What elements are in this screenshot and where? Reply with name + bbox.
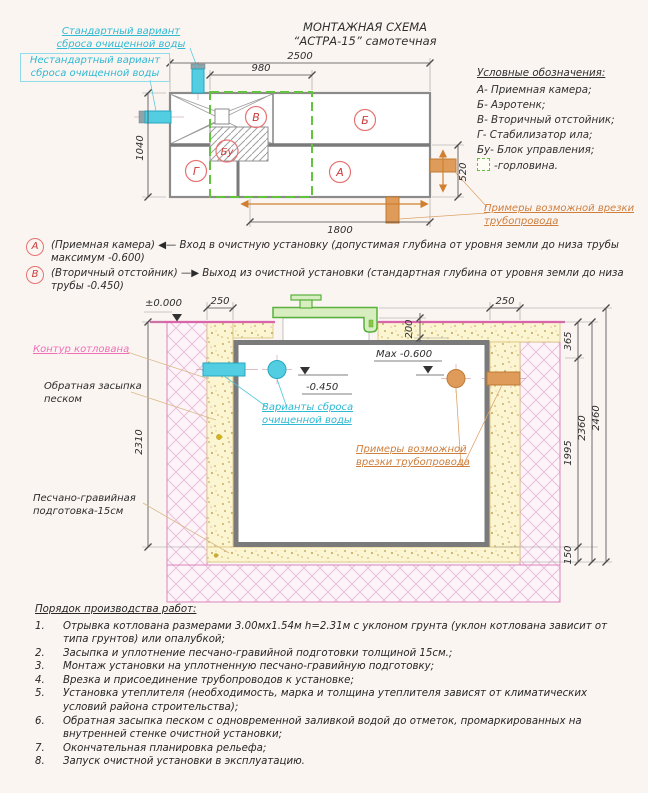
plan-pipe-cap-left	[139, 111, 145, 123]
legend-item-gorlovina	[477, 158, 647, 174]
section-cover-latch	[369, 320, 373, 327]
marker-dot-upper	[216, 434, 221, 439]
item-text: Отрывка котлована размерами 3.00мх1.54м h=2.31м с уклоном грунта (уклон котлована зависит от типа грунтов) или опалубкой;	[63, 620, 608, 646]
list-item	[35, 742, 623, 756]
section-neck	[283, 318, 369, 342]
section-cyan-outlet-circle	[268, 361, 286, 379]
item-number: 8.	[35, 756, 45, 768]
legend-item-v: В- Вторичный отстойник;	[477, 113, 615, 126]
item-number: 4.	[35, 674, 45, 686]
label-plan-pipe-examples: Примеры возможной врезки трубопровода	[484, 203, 635, 227]
label-pit-contour: Контур котлована	[33, 344, 130, 355]
level-zero-text: ±0.000	[145, 298, 183, 309]
item-number: 7.	[35, 742, 45, 754]
callout-a-text: (Приемная камера) ◀— Вход в очистную установку (допустимая глубина от уровня земли до низа трубы максимум -0.600)	[51, 240, 619, 265]
list-item	[35, 687, 623, 714]
page-title	[255, 20, 475, 49]
gorlovina-square-icon	[477, 158, 490, 171]
label-standard-discharge: Стандартный вариант сброса очищенной воды	[56, 26, 186, 50]
plan-nonstandard-outlet-pipe	[145, 111, 171, 123]
section-orange-pipe	[487, 372, 520, 385]
item-number: 2.	[35, 647, 45, 659]
item-text: Обратная засыпка песком с одновременной заливкой водой до отметок, промаркированных на внутренней стенке очистной установки;	[63, 715, 582, 741]
level-max0600-text: Max -0.600	[376, 349, 433, 360]
gorlovina-label: -горловина.	[494, 159, 558, 172]
plan-view	[134, 48, 487, 236]
label-nonstandard-discharge: Нестандартный вариант сброса очищенной воды	[20, 53, 170, 82]
dim-1040: 1040	[135, 135, 146, 161]
plan-center-shaft	[215, 109, 229, 124]
marker-a: А	[336, 166, 344, 179]
legend-item-b: Б- Аэротенк;	[477, 98, 546, 111]
item-text: Установка утеплителя (необходимость, марка и толщина утеплителя зависят от климатических условий района строительства);	[63, 688, 587, 713]
callout-b-marker: В	[26, 266, 44, 284]
dim-150: 150	[563, 545, 574, 565]
dim-250-right: 250	[495, 296, 515, 307]
dim-2460: 2460	[591, 405, 602, 431]
item-text: Окончательная планировка рельефа;	[63, 742, 267, 754]
marker-bu: Бу	[220, 147, 234, 158]
section-cyan-pipe	[203, 363, 245, 376]
callout-a-marker: А	[26, 238, 44, 256]
work-order-list	[35, 603, 623, 769]
legend-item-a: А- Приемная камера;	[477, 83, 592, 96]
plan-pipe-cap-top	[191, 64, 205, 69]
callout-b	[26, 267, 634, 294]
plan-inlet-pipe-bottom	[386, 197, 399, 223]
list-item	[35, 755, 623, 769]
list-item	[35, 647, 623, 661]
list-item	[35, 715, 623, 742]
marker-v: В	[252, 111, 260, 124]
item-number: 5.	[35, 688, 45, 700]
legend-heading: Условные обозначения:	[477, 67, 606, 79]
dim-1995: 1995	[563, 440, 574, 466]
dim-2500: 2500	[287, 51, 313, 62]
legend	[477, 66, 647, 173]
dim-2360: 2360	[577, 415, 588, 441]
list-item	[35, 660, 623, 674]
item-number: 3.	[35, 661, 45, 673]
dim-980: 980	[251, 63, 271, 74]
dim-1800: 1800	[327, 225, 353, 236]
item-text: Монтаж установки на уплотненную песчано-гравийную подготовку;	[63, 661, 435, 673]
label-sand-backfill: Обратная засыпка песком	[44, 381, 142, 405]
dim-250-left: 250	[210, 296, 230, 307]
plan-standard-outlet-pipe	[192, 69, 204, 93]
label-discharge-variants: Варианты сброса очищенной воды	[262, 402, 354, 426]
list-item	[35, 620, 623, 647]
callout-b-text: (Вторичный отстойник) —▶ Выход из очистной установки (стандартная глубина от уровня земли до низа трубы -0.450)	[51, 268, 624, 293]
dim-2310: 2310	[134, 429, 145, 455]
item-text: Запуск очистной установки в эксплуатацию.	[63, 756, 305, 768]
section-vent-stem	[300, 300, 312, 308]
section-vent-cap	[291, 295, 321, 300]
dim-520: 520	[458, 162, 469, 182]
title-line1: МОНТАЖНАЯ СХЕМА	[302, 20, 428, 34]
legend-item-g: Г- Стабилизатор ила;	[477, 128, 593, 141]
item-number: 1.	[35, 620, 45, 632]
label-sand-gravel-prep: Песчано-гравийная подготовка-15см	[33, 493, 136, 517]
dim-200: 200	[404, 319, 415, 339]
callout-a	[26, 239, 634, 266]
marker-dot-lower	[214, 553, 218, 557]
dim-365: 365	[563, 331, 574, 351]
item-number: 6.	[35, 715, 45, 727]
level-0450-text: -0.450	[306, 382, 339, 393]
work-order-heading: Порядок производства работ:	[35, 604, 197, 615]
legend-item-bu: Бу- Блок управления;	[477, 143, 595, 156]
section-orange-inlet-circle	[447, 370, 465, 388]
label-section-pipe-examples: Примеры возможной врезки трубопровода	[356, 444, 470, 468]
marker-b: Б	[361, 114, 369, 127]
item-text: Засыпка и уплотнение песчано-гравийной подготовки толщиной 15см.;	[63, 647, 453, 659]
list-item	[35, 674, 623, 688]
item-text: Врезка и присоединение трубопроводов к установке;	[63, 674, 354, 686]
title-line2: “АСТРА-15” самотечная	[293, 34, 437, 49]
marker-g: Г	[192, 165, 200, 178]
level-zero-flag	[172, 314, 182, 322]
